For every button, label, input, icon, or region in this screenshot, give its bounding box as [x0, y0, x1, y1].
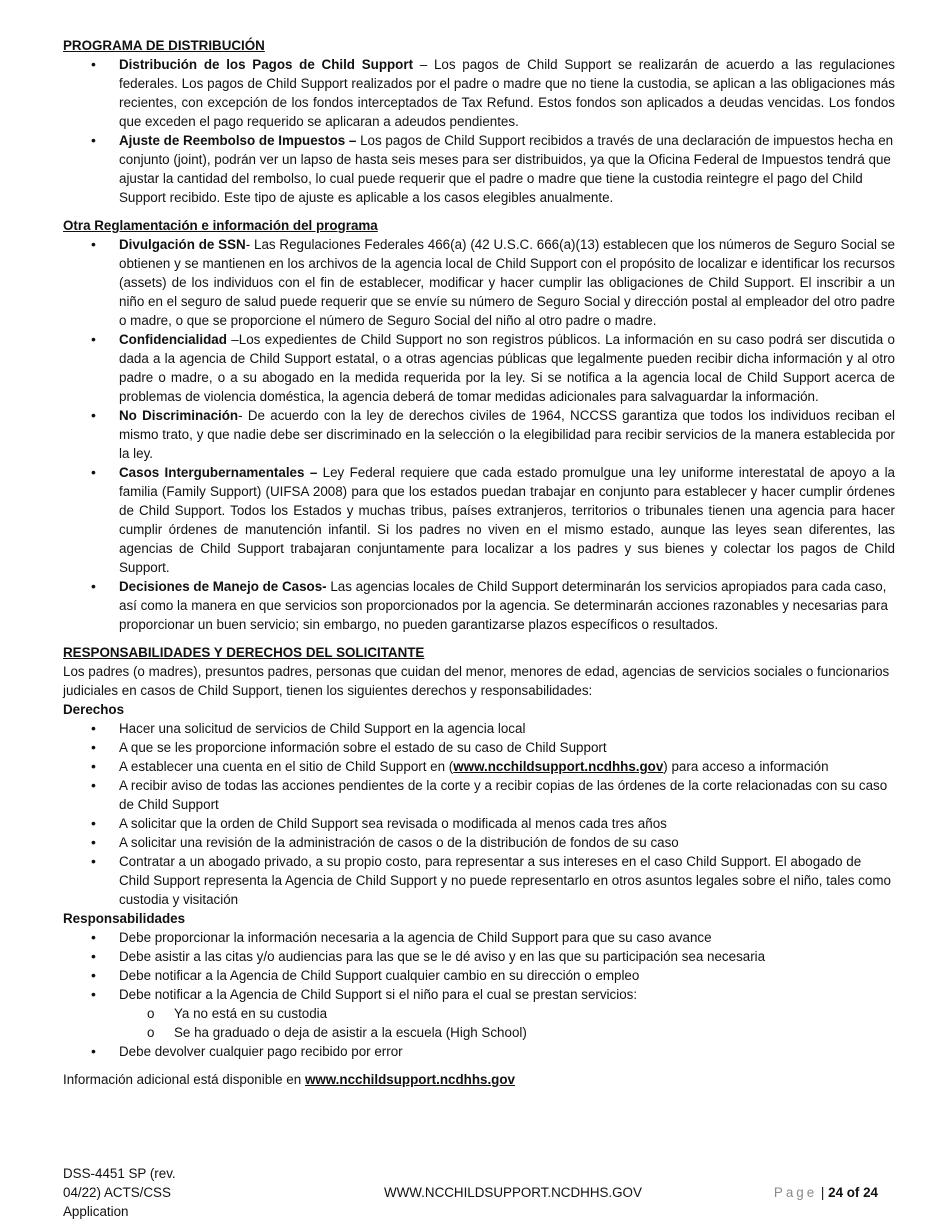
list-item: • Hacer una solicitud de servicios de Child Support en la agencia local: [119, 719, 895, 738]
section-heading-responsabilidades: RESPONSABILIDADES Y DERECHOS DEL SOLICITANTE: [63, 645, 425, 660]
item-title: Confidencialidad: [119, 332, 227, 347]
sub-list: [119, 1004, 895, 1042]
list-item: [119, 406, 895, 463]
list-item: • Debe devolver cualquier pago recibido por error: [119, 1042, 895, 1061]
list-item: • A que se les proporcione información sobre el estado de su caso de Child Support: [119, 738, 895, 757]
sub-list-item: o Se ha graduado o deja de asistir a la escuela (High School): [174, 1023, 895, 1042]
item-text: - Las Regulaciones Federales 466(a) (42 U.S.C. 666(a)(13) establecen que los números de Seguro Social se obtienen y se mantienen en los archivos de la agencia local de Child Support con el propósito de localizar e identificar los recursos (assets) de los individuos con el fin de establecer, modificar y hacer cumplir las obligaciones de Child Support. El inscribir a un niño en el seguro de salud puede requerir que se envíe su número de Seguro Social y dirección postal al empleador del otro padre o madre, o que se proporcione el número de Seguro Social del niño al otro padre o madre.: [119, 237, 895, 328]
section-heading-distribucion: PROGRAMA DE DISTRIBUCIÓN: [63, 38, 265, 53]
item-title: Divulgación de SSN: [119, 237, 246, 252]
list-item: • A recibir aviso de todas las acciones pendientes de la corte y a recibir copias de las órdenes de la corte relacionadas con su caso de Child Support: [119, 776, 895, 814]
item-text: Debe notificar a la Agencia de Child Support si el niño para el cual se prestan servicios:: [119, 987, 638, 1002]
list-item: [119, 235, 895, 330]
list-item: [119, 463, 895, 577]
website-link[interactable]: www.ncchildsupport.ncdhhs.gov: [453, 759, 664, 774]
page-separator: |: [817, 1185, 829, 1200]
item-text: Los pagos de Child Support recibidos a través de una declaración de impuestos hecha en conjunto (joint), podrán ver un lapso de hasta seis meses para ser distribuidos, ya que la Oficina Federal de Impuestos tendrá que ajustar la cantidad del rembolso, lo cual puede requerir que el padre o madre que tiene la custodia reintegre el pago del Child Support recibido. Este tipo de ajuste es aplicable a los casos elegibles anualmente.: [119, 133, 894, 205]
additional-text: Información adicional está disponible en: [63, 1072, 305, 1087]
list-item: • Debe notificar a la Agencia de Child Support cualquier cambio en su dirección o empleo: [119, 966, 895, 985]
form-id-line: Application: [63, 1204, 129, 1219]
item-title: Ajuste de Reembolso de Impuestos –: [119, 133, 357, 148]
item-text: –Los expedientes de Child Support no son registros públicos. La información en su caso podrá ser discutida o dada a la agencia de Child Support estatal, o a otras agencias públicas que legalmente pueden recibir dicha información y al otro padre o madre, o a su abogado en la medida requerida por la ley. Si se notifica a la agencia local de Child Support acerca de problemas de violencia doméstica, la agencia deberá de tomar medidas adicionales para salvaguardar la información.: [119, 332, 895, 404]
item-title: Distribución de los Pagos de Child Support: [119, 57, 414, 72]
page-label: Page: [773, 1185, 818, 1200]
list-item: [119, 985, 895, 1042]
list-item: • A solicitar una revisión de la administración de casos o de la distribución de fondos de su caso: [119, 833, 895, 852]
list-item: [119, 131, 895, 207]
item-title: Casos Intergubernamentales –: [119, 465, 318, 480]
list-item: • Debe asistir a las citas y/o audiencias para las que se le dé aviso y en las que su participación sea necesaria: [119, 947, 895, 966]
list-item: • A solicitar que la orden de Child Support sea revisada o modificada al menos cada tres años: [119, 814, 895, 833]
list-item: [119, 55, 895, 131]
list-item: [119, 577, 895, 634]
footer-website: WWW.NCCHILDSUPPORT.NCDHHS.GOV: [384, 1185, 642, 1200]
sub-list-item: o Ya no está en su custodia: [174, 1004, 895, 1023]
regulation-list: [63, 235, 895, 634]
list-item: [119, 757, 895, 776]
item-text: Ley Federal requiere que cada estado promulgue una ley uniforme interestatal de apoyo a la familia (Family Support) (UIFSA 2008) para que los estados puedan trabajar en conjunto para establecer y hacer cumplir órdenes de Child Support. Todos los Estados y muchas tribus, países extranjeros, territorios o tribunales tienen una agencia para hacer cumplir órdenes de manutención infantil. Si los padres no viven en el mismo estado, aunque las leyes sean diferentes, las agencias de Child Support trabajaran conjuntamente para localizar a los padres y sus bienes y colectar los pagos de Child Support.: [119, 465, 895, 575]
responsibilities-heading: Responsabilidades: [63, 911, 186, 926]
section-intro: Los padres (o madres), presuntos padres, personas que cuidan del menor, menores de edad, agencias de servicios sociales o funcionarios judiciales en casos de Child Support, tienen los siguientes derechos y responsabilidades:: [63, 664, 890, 698]
list-item: • Contratar a un abogado privado, a su propio costo, para representar a sus intereses en el caso Child Support. El abogado de Child Support representa la Agencia de Child Support y no puede representarlo en otros asuntos legales sobre el niño, tales como custodia y visitación: [119, 852, 895, 909]
item-title: Decisiones de Manejo de Casos-: [119, 579, 327, 594]
form-id-line: 04/22) ACTS/CSS: [63, 1185, 171, 1200]
item-text: Las agencias locales de Child Support determinarán los servicios apropiados para cada caso, así como la manera en que servicios son proporcionados por la agencia. Se determinarán acciones razonables y necesarias para proporcionar un buen servicio; sin embargo, no pueden garantizarse plazos específicos o resultados.: [119, 579, 888, 632]
rights-heading: Derechos: [63, 702, 125, 717]
rights-list: [63, 719, 895, 909]
item-text: – Los pagos de Child Support se realizarán de acuerdo a las regulaciones federales. Los pagos de Child Support realizados por el padre o madre que no tiene la custodia, se aplican a las obligaciones más recientes, con excepción de los fondos interceptados de Tax Refund. Estos fondos son aplicados a deudas vencidas. Los fondos que exceden el pago requerido se aplicaran a adeudos pendientes.: [119, 57, 896, 129]
item-title: No Discriminación: [119, 408, 239, 423]
item-text: - De acuerdo con la ley de derechos civiles de 1964, NCCSS garantiza que todos los individuos reciban el mismo trato, y que nadie debe ser discriminado en la selección o la elegibilidad para recibir servicios de la manera establecida por la ley.: [119, 408, 895, 461]
item-text: ) para acceso a información: [663, 759, 829, 774]
section-heading-reglamentacion: Otra Reglamentación e información del programa: [63, 218, 378, 233]
additional-info: [63, 1070, 895, 1089]
page-indicator: [774, 1183, 878, 1202]
responsibilities-list: [63, 928, 895, 1061]
page-number: 24 of 24: [828, 1185, 878, 1200]
form-id: [63, 1164, 193, 1221]
page-footer: [63, 1164, 895, 1224]
document-body: [63, 36, 895, 1089]
item-text: A establecer una cuenta en el sitio de Child Support en (: [119, 759, 454, 774]
list-item: [119, 330, 895, 406]
distribution-list: [63, 55, 895, 207]
additional-website-link[interactable]: www.ncchildsupport.ncdhhs.gov: [304, 1072, 515, 1087]
form-id-line: DSS-4451 SP (rev.: [63, 1166, 176, 1181]
list-item: • Debe proporcionar la información necesaria a la agencia de Child Support para que su caso avance: [119, 928, 895, 947]
